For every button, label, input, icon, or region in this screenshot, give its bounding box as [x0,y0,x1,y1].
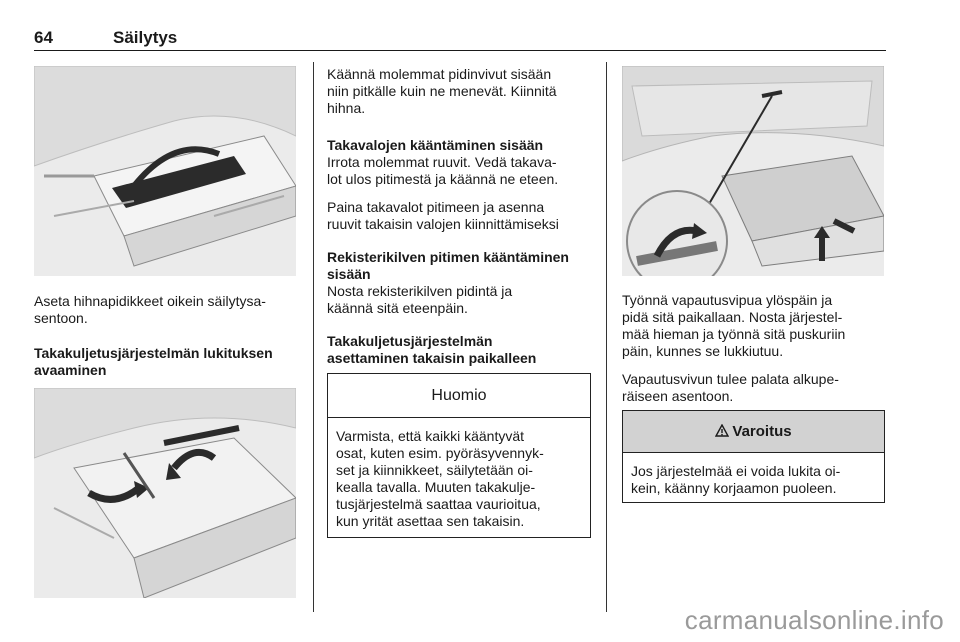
column-divider [606,62,607,612]
paragraph: Käännä molemmat pidinvivut sisään niin pitkälle kuin ne menevät. Kiinnitä hihna. [327,66,557,116]
figure-release-lever [622,66,884,276]
warning-triangle-icon [715,424,729,440]
page-header [34,22,886,51]
paragraph: Nosta rekisterikilven pidintä ja käännä sitä eteenpäin. [327,283,513,316]
figure-unlock-system [34,388,296,598]
page-number: 64 [34,28,53,47]
notice-title: Huomio [328,374,590,418]
subheading: Takavalojen kääntäminen sisään [327,137,544,153]
paragraph: Aseta hihnapidikkeet oikein säilytysa- sentoon. [34,293,266,326]
subheading: Takakuljetusjärjestelmän asettaminen takaisin paikalleen [327,333,537,366]
paragraph: Vapautusvivun tulee palata alkupe- räiseen asentoon. [622,371,839,404]
notice-box [327,373,591,538]
subheading: Rekisterikilven pitimen kääntäminen sisään [327,249,569,282]
warning-box [622,410,885,503]
notice-text: Varmista, että kaikki kääntyvät osat, kuten esim. pyöräsyvennyk- set ja kiinnikkeet, säilytetään oi- kealla tavalla. Muuten takakulje- tusjärjestelmä saattaa vaurioitua, kun yrität asettaa sen takaisin. [336,428,544,529]
paragraph: Paina takavalot pitimeen ja asenna ruuvit takaisin valojen kiinnittämiseksi [327,199,559,232]
figure-strap-holder [34,66,296,276]
watermark: carmanualsonline.info [684,605,944,635]
column-divider [313,62,314,612]
warning-title: Varoitus [732,423,792,440]
paragraph: Irrota molemmat ruuvit. Vedä takava- lot ulos pitimestä ja käännä ne eteen. [327,154,559,187]
paragraph: Työnnä vapautusvipua ylöspäin ja pidä sitä paikallaan. Nosta järjestel- mää hieman ja työnnä sitä puskuriin päin, kunnes se lukkiutuu. [622,292,846,359]
warning-header [623,411,884,453]
warning-text: Jos järjestelmää ei voida lukita oi- kein, käänny korjaamon puoleen. [631,463,841,496]
subheading: Takakuljetusjärjestelmän lukituksen avaaminen [34,345,273,378]
section-title: Säilytys [113,28,178,47]
